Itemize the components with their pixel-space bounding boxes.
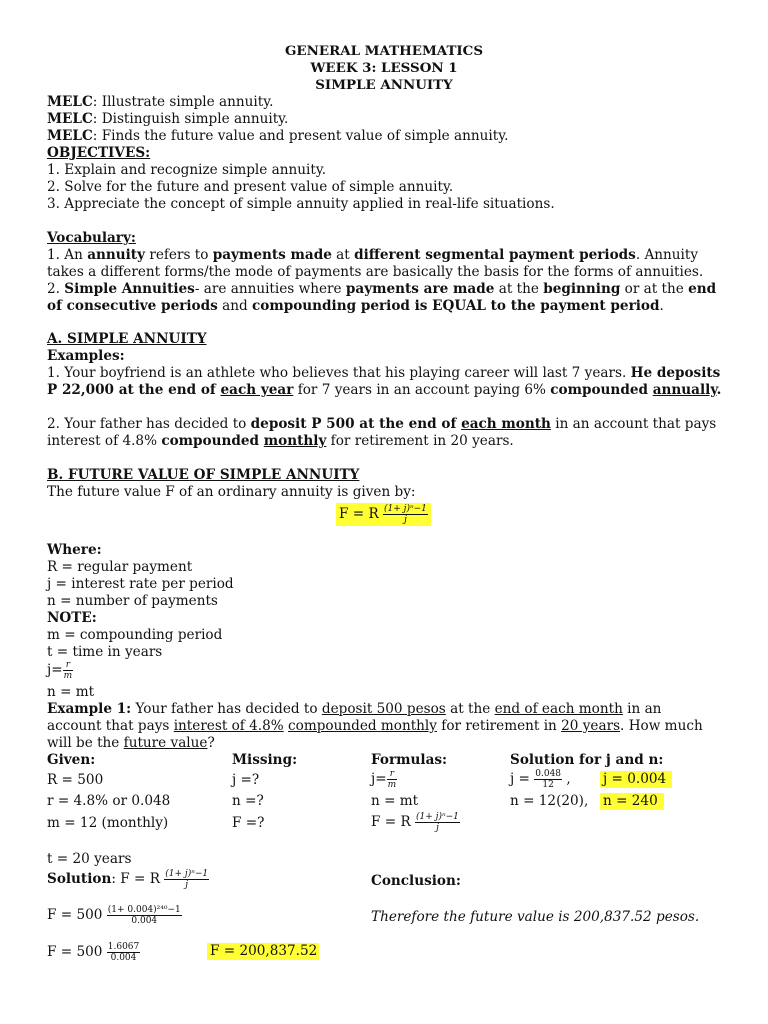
conclusion-heading: Conclusion: [371,873,461,889]
example-1-line-3: will be the future value? [47,735,215,751]
solution-n-result: n = 240 [600,793,664,810]
objectives-heading: OBJECTIVES: [47,145,151,161]
solution-line: Solution: F = R $\frac{\text{(1+ j)ⁿ−1}}{j}$ [47,869,209,890]
given-heading: Given: [47,752,96,768]
section-b-intro: The future value F of an ordinary annuity is given by: [47,484,416,500]
note-label: NOTE: [47,610,97,626]
formulas-heading: Formulas: [371,752,448,768]
solution-step-2: F = 500 $\frac{1.6067}{0.004}$ [47,942,140,963]
vocabulary-heading: Vocabulary: [47,230,136,246]
melc-label: MELC [47,94,93,110]
solution-j: j = $\frac{0.048}{12}$ , [510,769,571,790]
note-item: t = time in years [47,644,163,660]
solution-n: n = 12(20), [510,793,589,809]
vocab-item-1-cont: takes a different forms/the mode of payments are basically the basis for the forms of annuities. [47,264,704,280]
example-a2-cont: interest of 4.8% compounded monthly for retirement in 20 years. [47,433,514,449]
objective-item: 2. Solve for the future and present value of simple annuity. [47,179,454,195]
where-label: Where: [47,542,102,558]
examples-label: Examples: [47,348,125,364]
objective-item: 3. Appreciate the concept of simple annuity applied in real-life situations. [47,196,555,212]
formula-j: j= $\frac{r}{m}$ [371,769,397,790]
given-item: R = 500 [47,772,104,788]
melc-2: MELC: Distinguish simple annuity. [47,111,289,127]
missing-item: F =? [232,815,265,831]
n-formula: n = mt [47,684,95,700]
solution-j-result: j = 0.004 [600,771,672,788]
example-a1: 1. Your boyfriend is an athlete who believes that his playing career will last 7 years. He deposits [47,365,721,381]
section-b-heading: B. FUTURE VALUE OF SIMPLE ANNUITY [47,467,360,483]
solution-step-1: F = 500 $\frac{\text{(1+ 0.004)²⁴⁰−1}}{0.004}$ [47,905,181,926]
melc-label: MELC [47,111,93,127]
melc-label: MELC [47,128,93,144]
missing-heading: Missing: [232,752,298,768]
example-a1-cont: P 22,000 at the end of each year for 7 years in an account paying 6% compounded annually. [47,382,722,398]
where-item: n = number of payments [47,593,218,609]
given-item: r = 4.8% or 0.048 [47,793,171,809]
melc-1: MELC: Illustrate simple annuity. [47,94,274,110]
melc-text: Distinguish simple annuity. [101,111,289,127]
where-item: R = regular payment [47,559,193,575]
example-1-line-2: account that pays interest of 4.8% compounded monthly for retirement in 20 years. How much [47,718,703,734]
given-item: t = 20 years [47,851,132,867]
lesson-title: SIMPLE ANNUITY [315,77,453,93]
course-title: GENERAL MATHEMATICS [284,43,484,59]
vocab-item-2-cont: of consecutive periods and compounding period is EQUAL to the payment period. [47,298,664,314]
formula-n: n = mt [371,793,419,809]
conclusion-text: Therefore the future value is 200,837.52 pesos. [371,909,700,925]
note-item: m = compounding period [47,627,223,643]
j-formula: j= $\frac{r}{m}$ [47,660,73,681]
week-lesson-title: WEEK 3: LESSON 1 [310,60,458,76]
formula-f: F = R $\frac{\text{(1+ j)ⁿ−1}}{j}$ [371,812,459,833]
missing-item: j =? [232,772,260,788]
future-value-formula: F = R $\frac{\text{(1+ j)ⁿ−1}}{j}$ [336,503,431,526]
melc-3: MELC: Finds the future value and present value of simple annuity. [47,128,509,144]
example-a2: 2. Your father has decided to deposit P 500 at the end of each month in an account that pays [47,416,717,432]
section-a-heading: A. SIMPLE ANNUITY [47,331,207,347]
where-item: j = interest rate per period [47,576,234,592]
objective-item: 1. Explain and recognize simple annuity. [47,162,327,178]
given-item: m = 12 (monthly) [47,815,169,831]
final-answer: F = 200,837.52 [207,943,319,960]
vocab-item-1: 1. An annuity refers to payments made at different segmental payment periods. Annuity [47,247,699,263]
missing-item: n =? [232,793,264,809]
melc-text: Finds the future value and present value of simple annuity. [101,128,509,144]
solution-heading: Solution for j and n: [510,752,664,768]
vocab-item-2: 2. Simple Annuities- are annuities where payments are made at the beginning or at the end [47,281,717,297]
example-1-line-1: Example 1: Your father has decided to deposit 500 pesos at the end of each month in an [47,701,662,717]
melc-text: Illustrate simple annuity. [101,94,274,110]
